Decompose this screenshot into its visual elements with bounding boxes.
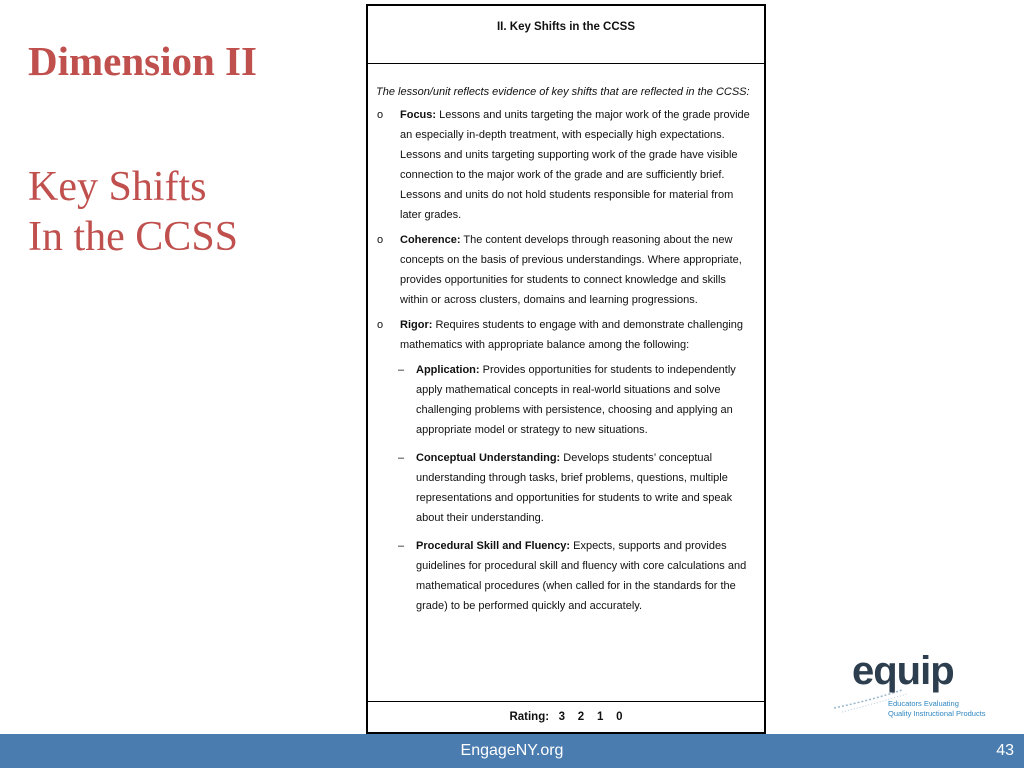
logo-tagline-line: Educators Evaluating: [888, 699, 959, 708]
slide-title: Dimension II: [28, 38, 257, 84]
bullet-circle-icon: o: [377, 109, 384, 121]
logo-tagline-line: Quality Instructional Products: [888, 709, 986, 718]
criterion-label: Coherence:: [400, 234, 461, 246]
bullet-circle-icon: o: [377, 319, 384, 331]
footer-bar: [0, 734, 1024, 768]
criterion-rigor: [376, 315, 756, 355]
rubric-header: II. Key Shifts in the CCSS: [368, 6, 764, 64]
slide-subtitle: [28, 162, 238, 262]
criterion-label: Rigor:: [400, 319, 433, 331]
subtitle-line: Key Shifts: [28, 164, 207, 210]
subcriterion-text: Develops students’ conceptual understanding through tasks, brief problems, questions, multiple representations and opportunities for students to write and speak about their understanding.: [416, 452, 733, 524]
footer-site: EngageNY.org: [460, 742, 564, 759]
subcriterion-text: Provides opportunities for students to independently apply mathematical concepts in real-world situations and solve challenging problems with persistence, choosing and applying an appropriate model or strategy to new situations.: [416, 364, 736, 436]
dash-icon: –: [398, 452, 405, 464]
rubric-document-image: [366, 4, 766, 734]
logo-wordmark: equip: [852, 649, 954, 693]
criterion-label: Focus:: [400, 109, 437, 121]
criterion-focus: [376, 105, 756, 225]
subcriterion-label: Application:: [416, 364, 480, 376]
criterion-coherence: [376, 230, 756, 310]
rubric-body: [368, 64, 764, 616]
subtitle-line: In the CCSS: [28, 214, 239, 260]
page-number: 43: [996, 742, 1014, 759]
subcriterion-conceptual-understanding: [376, 448, 756, 528]
rating-scale: Rating: 3 2 1 0: [368, 701, 764, 732]
subcriterion-label: Conceptual Understanding:: [416, 452, 561, 464]
equip-logo: [832, 648, 1002, 726]
criterion-text: Lessons and units targeting the major work of the grade provide an especially in-depth treatment, with especially high expectations. Lessons and units targeting supporting work of the grade have visible connection to the major work of the grade and are sufficiently brief. Lessons and units do not hold students responsible for material from later grades.: [400, 109, 750, 221]
dash-icon: –: [398, 540, 405, 552]
subcriterion-application: [376, 360, 756, 440]
criterion-text: The content develops through reasoning about the new concepts on the basis of previous understandings. Where appropriate, provides opportunities for students to connect knowledge and skills within or across clusters, domains and learning progressions.: [400, 234, 742, 306]
subcriterion-procedural-skill: [376, 536, 756, 616]
bullet-circle-icon: o: [377, 234, 384, 246]
subcriterion-label: Procedural Skill and Fluency:: [416, 540, 571, 552]
dash-icon: –: [398, 364, 405, 376]
criterion-text: Requires students to engage with and demonstrate challenging mathematics with appropriate balance among the following:: [400, 319, 744, 351]
rubric-intro: The lesson/unit reflects evidence of key shifts that are reflected in the CCSS:: [376, 86, 750, 98]
subcriterion-text: Expects, supports and provides guidelines for procedural skill and fluency with core calculations and mathematical procedures (when called for in the standards for the grade) to be performed quickly and accurately.: [416, 540, 747, 612]
